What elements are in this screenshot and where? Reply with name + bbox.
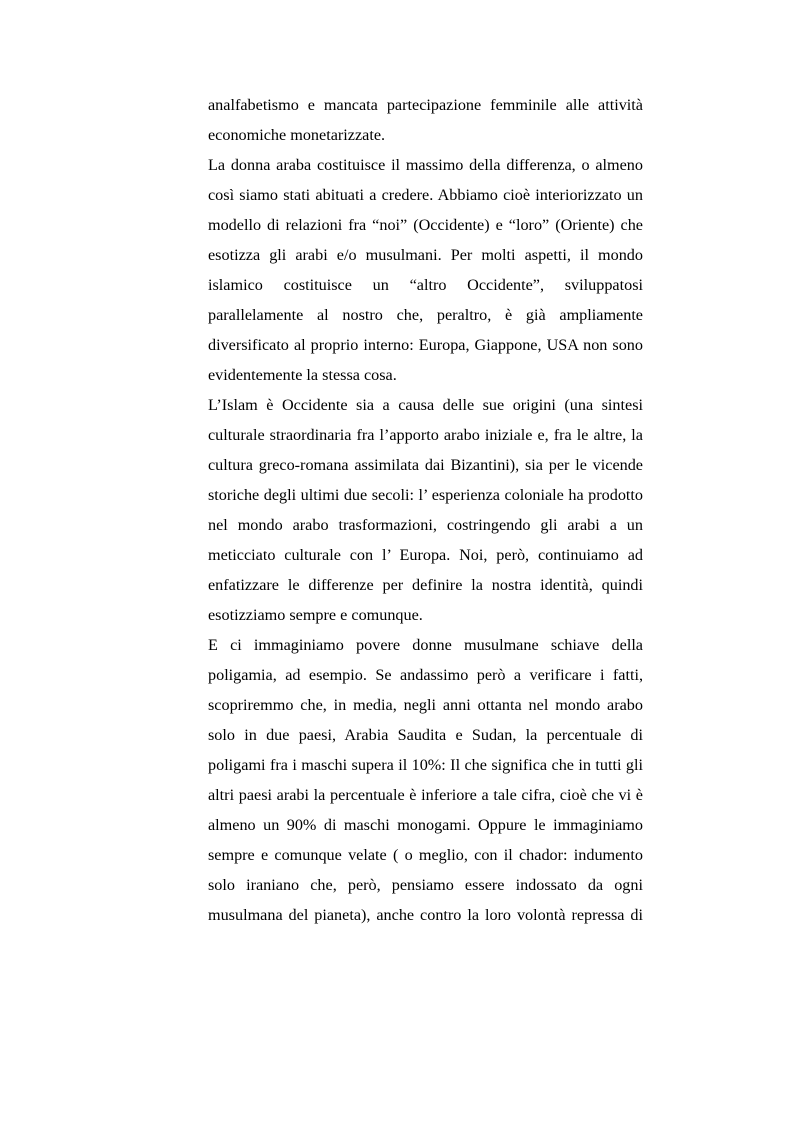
body-text: [208, 90, 643, 930]
paragraph-3: L’Islam è Occidente sia a causa delle sue origini (una sintesi culturale straordinaria fra l’apporto arabo iniziale e, fra le altre, la cultura greco-romana assimilata dai Bizantini), sia per le vicende storiche degli ultimi due secoli: l’ esperienza coloniale ha prodotto nel mondo arabo trasformazioni, costringendo gli arabi a un meticciato culturale con l’ Europa. Noi, però, continuiamo ad enfatizzare le differenze per definire la nostra identità, quindi esotizziamo sempre e comunque.: [208, 396, 643, 624]
paragraph-4: E ci immaginiamo povere donne musulmane schiave della poligamia, ad esempio. Se andassimo però a verificare i fatti, scopriremmo che, in media, negli anni ottanta nel mondo arabo solo in due paesi, Arabia Saudita e Sudan, la percentuale di poligami fra i maschi supera il 10%: Il che significa che in tutti gli altri paesi arabi la percentuale è inferiore a tale cifra, cioè che vi è almeno un 90% di maschi monogami. Oppure le immaginiamo sempre e comunque velate ( o meglio, con il chador: indumento solo iraniano che, però, pensiamo essere indossato da ogni musulmana del pianeta), anche contro la loro volontà repressa di: [208, 636, 643, 924]
paragraph-2: La donna araba costituisce il massimo della differenza, o almeno così siamo stati abituati a credere. Abbiamo cioè interiorizzato un modello di relazioni fra “noi” (Occidente) e “loro” (Oriente) che esotizza gli arabi e/o musulmani. Per molti aspetti, il mondo islamico costituisce un “altro Occidente”, sviluppatosi parallelamente al nostro che, peraltro, è già ampliamente diversificato al proprio interno: Europa, Giappone, USA non sono evidentemente la stessa cosa.: [208, 156, 643, 384]
paragraph-1: analfabetismo e mancata partecipazione femminile alle attività economiche monetarizzate.: [208, 96, 643, 144]
